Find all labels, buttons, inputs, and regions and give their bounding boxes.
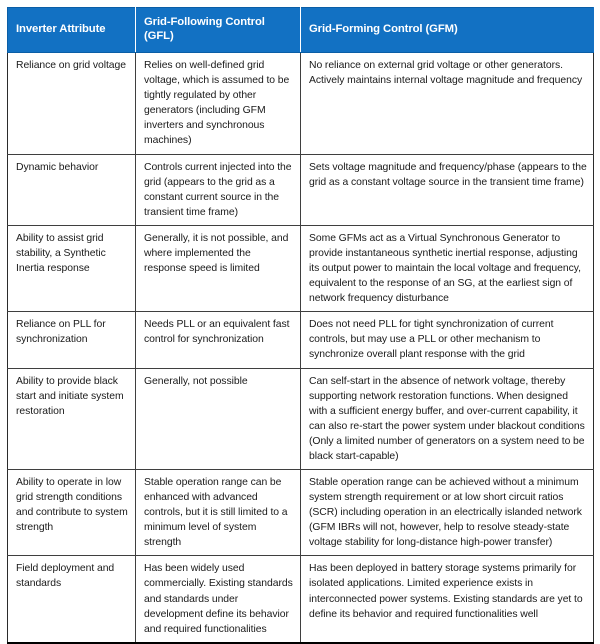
cell-gfl: Needs PLL or an equivalent fast control for synchronization [136, 312, 301, 368]
cell-gfl: Controls current injected into the grid (appears to the grid as a constant current source in the transient time frame) [136, 154, 301, 225]
column-header-gfl: Grid-Following Control (GFL) [136, 8, 301, 53]
column-header-gfm: Grid-Forming Control (GFM) [301, 8, 594, 53]
table-row [8, 154, 594, 225]
cell-gfm: Does not need PLL for tight synchronization of current controls, but may use a PLL or other mechanism to synchronize overall plant response with the grid [301, 312, 594, 368]
table-header [8, 8, 594, 53]
cell-gfm: Has been deployed in battery storage systems primarily for isolated applications. Limited experience exists in interconnected power systems. Existing standards are yet to define its behavior and required functionalities well [301, 556, 594, 643]
cell-gfl: Relies on well-defined grid voltage, which is assumed to be tightly regulated by other generators (including GFM inverters and synchronous machines) [136, 53, 301, 154]
cell-gfm: Can self-start in the absence of network voltage, thereby supporting network restoration functions. When designed with a sufficient energy buffer, and over-current capability, it can also re-start the power system under blackout conditions (Only a limited number of generators on a system need to be black start-capable) [301, 368, 594, 469]
table-row [8, 53, 594, 154]
cell-gfm: Sets voltage magnitude and frequency/phase (appears to the grid as a constant voltage source in the transient time frame) [301, 154, 594, 225]
table-body [8, 53, 594, 643]
cell-gfl: Generally, not possible [136, 368, 301, 469]
table-row [8, 225, 594, 311]
cell-gfm: Some GFMs act as a Virtual Synchronous Generator to provide instantaneous synthetic inertial response, adjusting its output power to maintain the local voltage and frequency, equivalent to the response of an SG, at the earliest sign of network frequency disturbance [301, 225, 594, 311]
inverter-comparison-table [7, 7, 594, 644]
cell-gfm: Stable operation range can be achieved without a minimum system strength requirement or at low short circuit ratios (SCR) including operation in an electrically islanded network (GFM IBRs will not, however, help to resolve steady-state voltage stability for long-distance high-power transfer) [301, 469, 594, 555]
column-header-attribute: Inverter Attribute [8, 8, 136, 53]
cell-attribute: Dynamic behavior [8, 154, 136, 225]
cell-attribute: Ability to assist grid stability, a Synthetic Inertia response [8, 225, 136, 311]
cell-gfm: No reliance on external grid voltage or other generators. Actively maintains internal voltage magnitude and frequency [301, 53, 594, 154]
cell-attribute: Reliance on PLL for synchronization [8, 312, 136, 368]
cell-attribute: Reliance on grid voltage [8, 53, 136, 154]
table-row [8, 556, 594, 643]
cell-attribute: Field deployment and standards [8, 556, 136, 643]
cell-gfl: Generally, it is not possible, and where implemented the response speed is limited [136, 225, 301, 311]
cell-attribute: Ability to provide black start and initiate system restoration [8, 368, 136, 469]
table-row [8, 469, 594, 555]
cell-attribute: Ability to operate in low grid strength conditions and contribute to system strength [8, 469, 136, 555]
cell-gfl: Stable operation range can be enhanced with advanced controls, but it is still limited to a minimum level of system strength [136, 469, 301, 555]
cell-gfl: Has been widely used commercially. Existing standards and standards under development define its behavior and required functionalities [136, 556, 301, 643]
table-row [8, 368, 594, 469]
table-row [8, 312, 594, 368]
header-row [8, 8, 594, 53]
